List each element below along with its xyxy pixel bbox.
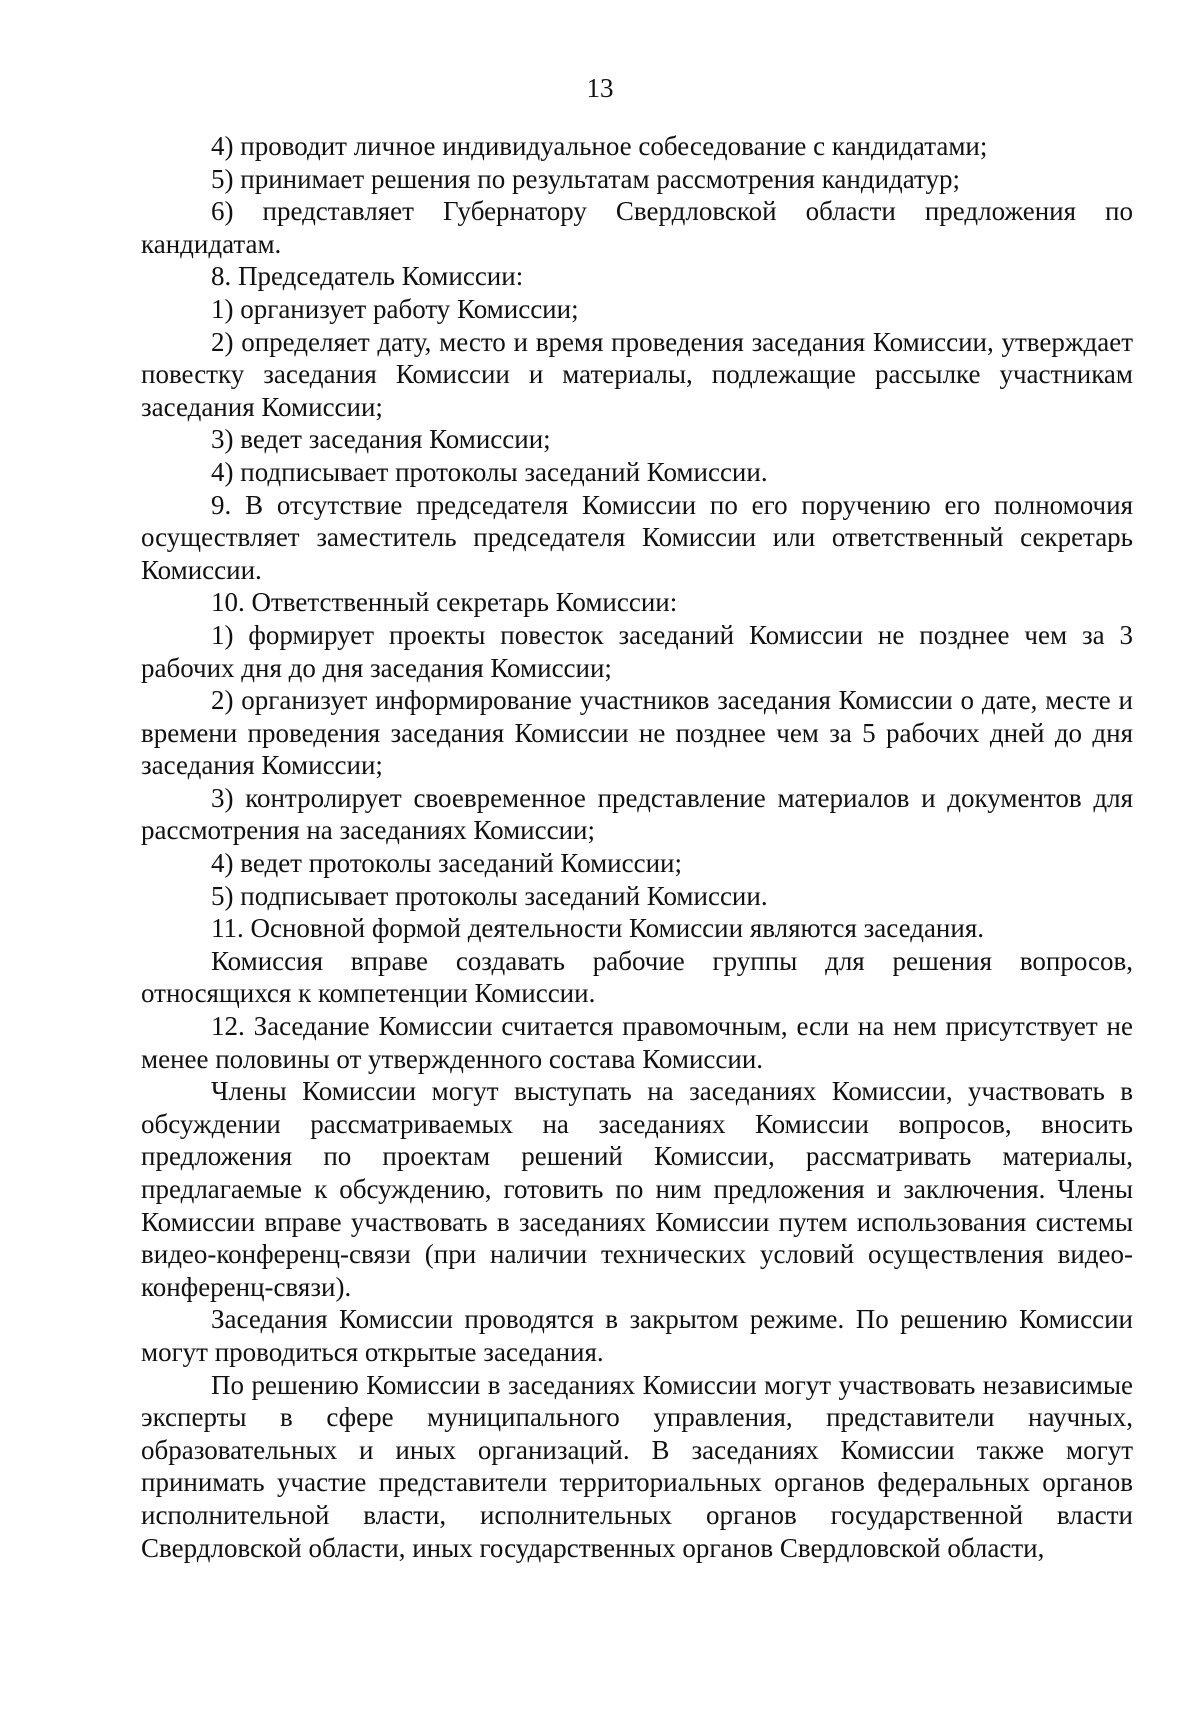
paragraph: Члены Комиссии могут выступать на заседаниях Комиссии, участвовать в обсуждении рассматриваемых на заседаниях Комиссии вопросов, вносить предложения по проектам решений Комиссии, рассматривать материалы, предлагаемые к обсуждению, готовить по ним предложения и заключения. Члены Комиссии вправе участвовать в заседаниях Комиссии путем использования системы видео-конференц-связи (при наличии технических условий осуществления видео-конференц-связи). xyxy=(141,1076,1133,1302)
paragraph: 1) организует работу Комиссии; xyxy=(211,293,579,324)
paragraph: По решению Комиссии в заседаниях Комиссии могут участвовать независимые эксперты в сфере муниципального управления, представители научных, образовательных и иных организаций. В заседаниях Комиссии также могут принимать участие представители территориальных органов федеральных органов исполнительной власти, исполнительных органов государственной власти Свердловской области, иных государственных органов Свердловской области, xyxy=(141,1369,1133,1563)
paragraph: 4) проводит личное индивидуальное собеседование с кандидатами; xyxy=(211,131,988,161)
paragraph: 4) ведет протоколы заседаний Комиссии; xyxy=(211,848,682,879)
paragraph: 5) подписывает протоколы заседаний Комиссии. xyxy=(211,880,768,911)
paragraph: 5) принимает решения по результатам рассмотрения кандидатур; xyxy=(211,163,960,194)
document-body xyxy=(141,130,1133,1564)
paragraph: 4) подписывает протоколы заседаний Комиссии. xyxy=(211,456,768,487)
paragraph: 2) организует информирование участников заседания Комиссии о дате, месте и времени проведения заседания Комиссии не позднее чем за 5 рабочих дней до дня заседания Комиссии; xyxy=(141,685,1133,781)
paragraph: 2) определяет дату, место и время проведения заседания Комиссии, утверждает повестку заседания Комиссии и материалы, подлежащие рассылке участникам заседания Комиссии; xyxy=(141,326,1133,422)
paragraph: 11. Основной формой деятельности Комиссии являются заседания. xyxy=(211,913,984,944)
paragraph: 9. В отсутствие председателя Комиссии по его поручению его полномочия осуществляет заместитель председателя Комиссии или ответственный секретарь Комиссии. xyxy=(141,489,1133,585)
paragraph: 8. Председатель Комиссии: xyxy=(211,261,524,292)
paragraph: 3) ведет заседания Комиссии; xyxy=(211,424,551,455)
page-number: 13 xyxy=(586,73,614,103)
paragraph: 6) представляет Губернатору Свердловской области предложения по кандидатам. xyxy=(141,196,1133,259)
paragraph: Заседания Комиссии проводятся в закрытом режиме. По решению Комиссии могут проводиться открытые заседания. xyxy=(141,1304,1133,1367)
paragraph: 3) контролирует своевременное представление материалов и документов для рассмотрения на заседаниях Комиссии; xyxy=(141,782,1133,846)
paragraph: 1) формирует проекты повесток заседаний Комиссии не позднее чем за 3 рабочих дня до дня заседания Комиссии; xyxy=(141,619,1133,683)
paragraph: Комиссия вправе создавать рабочие группы для решения вопросов, относящихся к компетенции Комиссии. xyxy=(141,945,1133,1009)
paragraph: 12. Заседание Комиссии считается правомочным, если на нем присутствует не менее половины от утвержденного состава Комиссии. xyxy=(141,1011,1133,1074)
paragraph: 10. Ответственный секретарь Комиссии: xyxy=(211,587,678,618)
